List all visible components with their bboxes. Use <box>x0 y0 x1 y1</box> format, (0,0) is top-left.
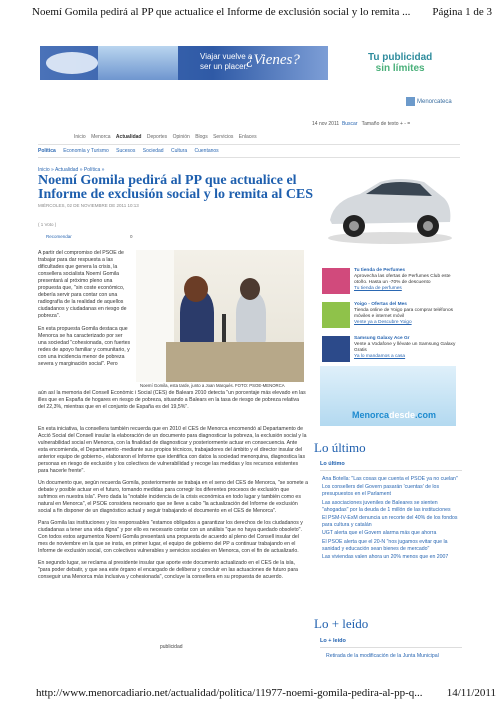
news-link[interactable]: Las viviendas valen ahora un 20% menos que en 2007 <box>322 554 449 561</box>
text-size-controls-icon[interactable]: + - = <box>399 121 411 127</box>
print-footer-url: http://www.menorcadiario.net/actualidad/politica/11977-noemi-gomila-pedira-al-pp-q... <box>36 687 423 699</box>
table-shape <box>166 342 304 382</box>
publicity-line-1: Tu publicidad <box>368 52 433 63</box>
ad-description: Aprovecha las ofertas de Perfumes Club este otoño. Hasta un -70% de descuento <box>354 274 451 285</box>
section-economia[interactable]: Economía y Turismo <box>63 148 109 154</box>
car-ad[interactable] <box>320 160 458 250</box>
ad-item[interactable] <box>322 336 458 368</box>
divider <box>320 470 462 471</box>
person-1-head <box>184 276 208 302</box>
current-date: 14 nov 2011 <box>312 121 340 127</box>
lo-ultimo-heading: Lo último <box>314 440 366 455</box>
print-header-title: Noemí Gomila pedirá al PP que actualice el Informe de exclusión social y lo remita ... <box>32 6 411 18</box>
widget-text-part1: Menorca <box>352 410 390 420</box>
recommend-button[interactable]: Recomendar <box>46 234 72 239</box>
article-title: Noemí Gomila pedirá al PP que actualice el Informe de exclusión social y lo remita al CES <box>38 173 314 202</box>
body-paragraph: Un documento que, según recuerda Gomila, posteriormente se trabaja en el seno del CES de Menorca, "se somete a debate y posible actuar en el futuro, tomando medidas para corregir los diferentes procesos de exclusión que sufrimos en nuestra isla". Pero dada la "notable incidencia de la crisis económica en todo lugar y también como es natural en Menorca", el PSOE considera necesario que se lleve a cabo "la actualización del Informe de exclusión social a fin disponer de un diagnóstico actual y seguir trabajando el documento en el CES de Menorca". <box>38 480 309 514</box>
intro-paragraph-2: En esta propuesta Gomila destaca que Menorca se ha caracterizado por ser una sociedad "cohesionada, con fuertes redes de apoyo familiar y comunitario, y con una incidencia menor de pobreza severa y marginación social". Pero <box>38 326 131 367</box>
publicidad-label: publicidad <box>160 644 183 650</box>
news-link[interactable]: Las asociaciones juveniles de Baleares se sienten "ahogadas" por la deuda de 1 millón de las instituciones <box>322 499 451 513</box>
vote-count: ( 1 Voto ) <box>38 222 57 227</box>
banner-ad[interactable] <box>40 46 328 80</box>
divider <box>320 647 462 648</box>
section-cuentanos[interactable]: Cuentanos <box>194 148 219 154</box>
person-2-head <box>240 278 260 300</box>
banner-line-2: ser un placer. <box>200 62 249 71</box>
print-footer-date: 14/11/2011 <box>446 687 496 699</box>
photo-caption: Noemí Gomila, esta tarde, junto a Joan Marqués. FOTO: PSOE-MENORCA <box>140 383 285 388</box>
news-link[interactable]: UGT alerta que el Govern alarma más que ahorra <box>322 530 437 537</box>
ad-text <box>354 302 458 326</box>
lo-ultimo-tab[interactable]: Lo último <box>320 461 345 467</box>
ad-link[interactable]: Tu tienda de perfumes <box>354 286 402 291</box>
top-bar <box>312 121 410 127</box>
article-date: MIÉRCOLES, 02 DE NOVIEMBRE DE 2011 10:13 <box>38 203 139 208</box>
ad-link[interactable]: Ya lo mandamos a casa <box>354 354 406 359</box>
widget-text-part3: .com <box>415 410 437 420</box>
lo-ultimo-list <box>322 476 462 562</box>
news-link[interactable]: El PSM-IV-ExM denuncia un recorte del 40% de los fondos para cultura y catalán <box>322 515 458 529</box>
nav-item-blogs[interactable]: Blogs <box>195 134 208 140</box>
nav-item-opinion[interactable]: Opinión <box>172 134 190 140</box>
body-paragraph: Para Gomila las instituciones y los responsables "estamos obligados a garantizar los derechos de los ciudadanos y ciudadanas a tener una vida digna" y por ello es necesario contar con un análisis "que no haya quedado obsoleto". Con todos estos argumentos Noemí Gomila presentará una propuesta de acuerdo al pleno del Consell insular del mes de noviembre en la que se insta, en primer lugar, el equipo de gobierno del PP a continuar trabajando en el Informe de exclusión social, con colectivos vulnerables y servicios sociales en Menorca, con el fin de actualizarlo. <box>38 520 303 554</box>
ad-heading[interactable]: Yoigo - Ofertas del Mes <box>354 302 407 307</box>
text-size-label: Tamaño de texto <box>361 121 399 127</box>
nav-item-servicios[interactable]: Servicios <box>213 134 234 140</box>
ad-heading[interactable]: Tu tienda de Perfumes <box>354 268 406 273</box>
menorca-widget[interactable] <box>320 366 456 426</box>
ad-text <box>354 268 458 292</box>
ad-item[interactable] <box>322 302 458 334</box>
top-nav <box>74 134 261 140</box>
article-photo <box>136 250 304 382</box>
logo-icon <box>406 97 415 106</box>
news-link[interactable]: Los consellers del Govern pasarán 'cuentas' de los presupuestos en el Parlament <box>322 484 440 498</box>
site-logo[interactable] <box>406 97 452 106</box>
search-link[interactable]: Buscar <box>341 121 358 127</box>
widget-text-part2: desde <box>389 410 416 420</box>
news-link[interactable]: El PSOE alerta que el 20-N "nos jugamos evitar que la sanidad y educación sean bienes de mercado" <box>322 538 448 552</box>
banner-slogan: ¿Vienes? <box>246 52 300 68</box>
body-paragraph: En segundo lugar, se reclama al presidente insular que aporte este documento actualizado en el CES de la isla, "para poder debatir, y que sea este órgano el encargado de deliberar y concluir en las actuaciones de futuro para conseguir una Menorca más inclusiva y cohesionada", concluye la consellera en su propuesta de acuerdo. <box>38 560 298 580</box>
microphone-shape <box>222 314 226 344</box>
site-logo-text: Menorcateca <box>417 99 452 106</box>
nav-item-deportes[interactable]: Deportes <box>146 134 168 140</box>
body-paragraph: En esta iniciativa, la consellera también recuerda que en 2010 el CES de Menorca encomendó al Departamento de Acció Social del Consell insular la elaboración de un documento para diagnosticar la pobreza, la exclusión social y la vulnerabilidad social en Menorca, con la finalidad de diagnosticar y posteriormente actuar en consecuencia. Ante esta encomienda, el Departamento -mediante sus propios técnicos, trabajadores del ámbito y el director insular del anterior equipo de gobierno-, elaboraron el Informe que identifica con datos la sociedad menorquina, diagnostica las personas en riesgo de exclusión y los colectivos de vulnerabilidad y recoge las medidas y los recursos existentes para hacerle frente". <box>38 426 307 474</box>
print-header <box>32 6 492 18</box>
ad-description: Vente a Vodafone y llévate un Samsung Galaxy Gratis <box>354 342 456 353</box>
ad-link[interactable]: Vente ya a Descubre Yoigo <box>354 320 412 325</box>
print-header-page: Página 1 de 3 <box>432 6 492 18</box>
section-sucesos[interactable]: Sucesos <box>116 148 136 154</box>
nav-item-enlaces[interactable]: Enlaces <box>238 134 257 140</box>
publicity-ad[interactable] <box>368 52 432 74</box>
yoigo-thumbnail <box>322 302 350 328</box>
section-cultura[interactable]: Cultura <box>170 148 188 154</box>
ad-heading[interactable]: Samsung Galaxy Ace Gr <box>354 336 410 341</box>
print-footer <box>36 687 496 699</box>
lo-mas-leido-heading: Lo + leído <box>314 616 369 631</box>
news-link[interactable]: Ana Botella: "Las cosas que cuenta el PSOE ya no cuelan" <box>322 476 458 482</box>
publicity-line-2: sin límites <box>375 63 425 74</box>
ad-description: Tienda online de Yoigo para comprar teléfonos móviles e internet móvil <box>354 308 454 319</box>
article-intro <box>38 250 132 368</box>
ad-text <box>354 336 458 360</box>
section-politica[interactable]: Política <box>38 148 56 154</box>
lo-mas-leido-tab[interactable]: Lo + leído <box>320 638 346 644</box>
sidebar-ads <box>322 268 458 370</box>
recommend-count: 0 <box>130 234 133 239</box>
breadcrumb[interactable]: Inicio » Actualidad » Política » <box>38 167 105 173</box>
intro-paragraph-1: A partir del compromiso del PSOE de trabajar para dar respuesta a las dificultades que genera la crisis, la consellera socialista Noemí Gomila presentará al próximo pleno una propuesta que, "sin coste económico, debería servir para contar con una radiografía de la realidad de aquellos ciudadanos y ciudadanas en riesgo de pobreza". <box>38 250 127 319</box>
article-lead: aún así la memoria del Consell Econòmic i Social (CES) de Balears 2010 detecta "un porcentaje más elevado en las illes que en España de hogares en riesgo de pobreza, situando a Balears en la tasa de riesgo de pobreza relativa del 22,3%, mientras que en el conjunto de España es del 19,5%". <box>38 390 306 410</box>
nav-item-inicio[interactable]: Inicio <box>74 134 86 140</box>
perfume-thumbnail <box>322 268 350 294</box>
cloud-graphic <box>46 52 98 74</box>
news-link[interactable]: Retirada de la modificación de la Junta Municipal <box>326 653 439 659</box>
article-body <box>38 426 308 586</box>
banner-text <box>200 52 252 72</box>
section-sociedad[interactable]: Sociedad <box>142 148 164 154</box>
ad-item[interactable] <box>322 268 458 300</box>
menorca-widget-text <box>352 410 436 420</box>
nav-item-actualidad[interactable]: Actualidad <box>115 134 142 140</box>
nav-item-menorca[interactable]: Menorca <box>91 134 111 140</box>
banner-line-1: Viajar vuelve a <box>200 52 253 61</box>
section-nav <box>38 144 460 158</box>
beach-image <box>98 46 178 80</box>
phone-thumbnail <box>322 336 350 362</box>
